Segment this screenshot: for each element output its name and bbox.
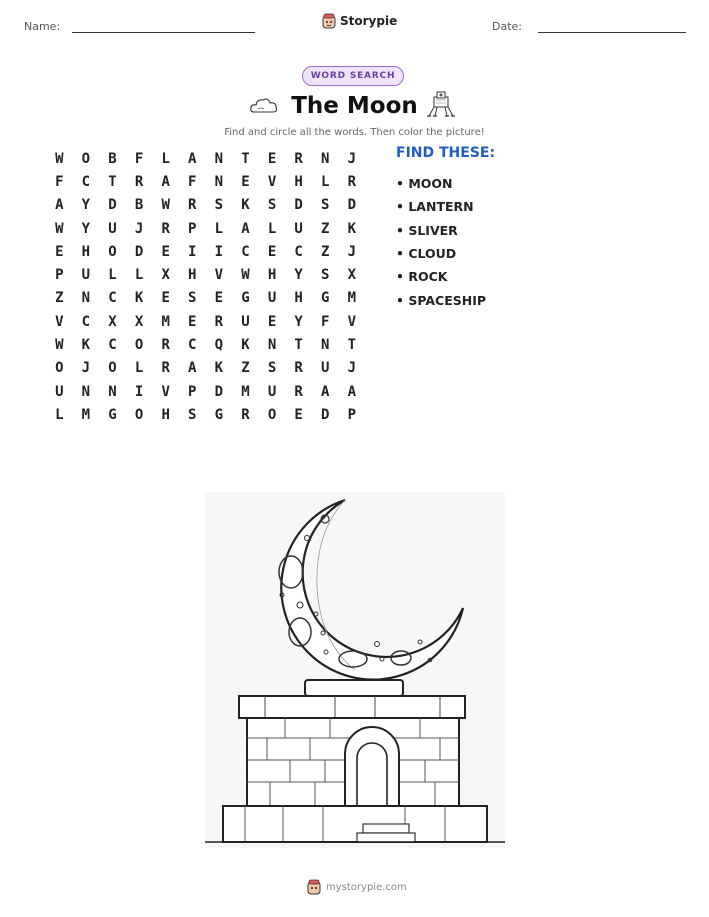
grid-letter: M [347,290,357,307]
grid-letter: U [241,313,250,330]
grid-letter: A [241,220,250,237]
grid-letter: M [241,383,250,400]
grid-letter: S [267,360,277,377]
grid-letter: L [214,220,224,237]
grid-letter: J [134,220,144,237]
grid-letter: G [108,406,117,423]
grid-letter: U [108,220,117,237]
grid-letter: T [241,150,250,167]
grid-letter: D [321,406,330,423]
grid-letter: C [81,313,91,330]
footer [307,879,407,895]
grid-letter: U [267,383,277,400]
grid-letter: F [321,313,330,330]
name-label: Name: [24,20,61,33]
grid-letter: N [108,383,117,400]
date-label: Date: [492,20,522,33]
grid-letter: E [55,243,64,260]
grid-letter: N [81,383,91,400]
grid-letter: J [347,150,357,167]
grid-letter: X [161,267,170,284]
grid-letter: O [134,337,144,354]
grid-letter: A [321,383,330,400]
grid-letter: H [294,290,303,307]
grid-letter: P [55,267,64,284]
grid-letter: N [214,150,224,167]
grid-letter: U [321,360,330,377]
grid-letter: S [321,267,330,284]
grid-letter: J [347,243,357,260]
grid-letter: H [161,406,170,423]
grid-letter: F [134,150,144,167]
grid-letter: G [214,406,224,423]
grid-letter: E [267,313,277,330]
grid-row [46,310,365,333]
grid-letter: V [347,313,357,330]
grid-row [46,287,365,310]
grid-letter: R [134,173,144,190]
grid-letter: O [108,360,117,377]
grid-letter: U [81,267,91,284]
word-search-badge: WORD SEARCH [302,66,404,86]
grid-letter: N [321,150,330,167]
grid-letter: H [188,267,197,284]
grid-letter: I [134,383,144,400]
grid-letter: L [55,406,64,423]
word-list-item: • MOON [396,176,453,192]
grid-letter: D [134,243,144,260]
grid-letter: E [267,243,277,260]
grid-letter: H [81,243,91,260]
grid-letter: O [55,360,64,377]
grid-row [46,170,365,193]
grid-letter: I [188,243,197,260]
word-list-item: • CLOUD [396,246,457,262]
grid-letter: D [108,197,117,214]
grid-row [46,240,365,263]
grid-letter: I [214,243,224,260]
letter-grid [46,147,365,427]
grid-letter: W [55,150,64,167]
grid-letter: V [161,383,170,400]
grid-row [46,357,365,380]
grid-letter: W [55,220,64,237]
grid-letter: R [161,337,170,354]
grid-letter: R [347,173,357,190]
grid-letter: J [81,360,91,377]
grid-letter: S [321,197,330,214]
grid-letter: M [161,313,170,330]
grid-row [46,403,365,426]
grid-letter: S [188,406,197,423]
grid-letter: T [108,173,117,190]
grid-letter: O [108,243,117,260]
grid-letter: F [188,173,197,190]
grid-letter: R [188,197,197,214]
grid-letter: W [241,267,250,284]
grid-letter: Y [294,267,303,284]
brand-logo [322,13,397,29]
grid-letter: G [241,290,250,307]
grid-letter: U [267,290,277,307]
grid-letter: X [108,313,117,330]
grid-letter: K [347,220,357,237]
grid-letter: K [241,197,250,214]
grid-row [46,263,365,286]
grid-letter: V [55,313,64,330]
grid-letter: R [294,150,303,167]
grid-letter: Y [81,220,91,237]
grid-letter: D [214,383,224,400]
grid-letter: E [188,313,197,330]
grid-letter: C [188,337,197,354]
grid-row [46,333,365,356]
grid-letter: C [294,243,303,260]
moon-on-pedestal-illustration [205,492,505,848]
grid-letter: Q [214,337,224,354]
grid-letter: R [241,406,250,423]
word-list-item: • LANTERN [396,199,474,215]
grid-letter: Z [55,290,64,307]
grid-letter: E [241,173,250,190]
grid-letter: A [188,360,197,377]
grid-letter: D [294,197,303,214]
grid-letter: R [161,220,170,237]
grid-letter: R [161,360,170,377]
grid-letter: X [134,313,144,330]
grid-letter: A [161,173,170,190]
grid-letter: F [55,173,64,190]
grid-letter: U [294,220,303,237]
grid-letter: C [81,173,91,190]
grid-letter: C [108,290,117,307]
grid-letter: Z [241,360,250,377]
grid-letter: S [267,197,277,214]
word-list [396,172,486,312]
grid-letter: E [161,290,170,307]
grid-letter: W [161,197,170,214]
grid-row [46,217,365,240]
grid-letter: H [267,267,277,284]
grid-letter: B [134,197,144,214]
grid-letter: M [81,406,91,423]
grid-letter: N [267,337,277,354]
storypie-mascot-icon [307,879,321,895]
grid-letter: O [81,150,91,167]
grid-letter: E [214,290,224,307]
grid-letter: E [294,406,303,423]
grid-letter: L [134,267,144,284]
grid-letter: T [294,337,303,354]
grid-letter: W [55,337,64,354]
grid-letter: K [81,337,91,354]
footer-url: mystorypie.com [326,881,407,893]
grid-letter: R [214,313,224,330]
grid-letter: Y [294,313,303,330]
grid-letter: V [214,267,224,284]
grid-letter: L [267,220,277,237]
grid-row [46,194,365,217]
grid-letter: Y [81,197,91,214]
grid-letter: J [347,360,357,377]
grid-letter: K [241,337,250,354]
grid-letter: A [188,150,197,167]
word-list-item: • ROCK [396,269,448,285]
grid-letter: A [347,383,357,400]
grid-letter: H [294,173,303,190]
grid-letter: V [267,173,277,190]
grid-letter: K [134,290,144,307]
grid-letter: R [294,360,303,377]
grid-letter: Z [321,220,330,237]
grid-row [46,380,365,403]
grid-letter: E [267,150,277,167]
grid-letter: S [214,197,224,214]
grid-letter: L [321,173,330,190]
grid-letter: S [188,290,197,307]
word-list-item: • SLIVER [396,222,458,238]
grid-letter: L [161,150,170,167]
grid-letter: N [81,290,91,307]
grid-letter: O [134,406,144,423]
grid-letter: C [108,337,117,354]
grid-letter: G [321,290,330,307]
grid-letter: P [188,220,197,237]
lunar-lander-icon [427,89,455,119]
name-line [72,32,255,33]
grid-letter: K [214,360,224,377]
grid-letter: R [294,383,303,400]
grid-letter: B [108,150,117,167]
page-title: The Moon [291,93,418,119]
grid-letter: X [347,267,357,284]
grid-letter: U [55,383,64,400]
grid-letter: A [55,197,64,214]
date-line [538,32,686,33]
grid-letter: N [214,173,224,190]
word-list-item: • SPACESHIP [396,292,487,308]
brand-name: Storypie [340,14,398,28]
grid-letter: L [108,267,117,284]
find-these-heading: FIND THESE: [396,145,496,161]
grid-letter: N [321,337,330,354]
grid-letter: E [161,243,170,260]
grid-letter: T [347,337,357,354]
grid-row [46,147,365,170]
grid-letter: L [134,360,144,377]
grid-letter: Z [321,243,330,260]
grid-letter: P [188,383,197,400]
grid-letter: C [241,243,250,260]
grid-letter: P [347,406,357,423]
storypie-mascot-icon [322,13,336,29]
grid-letter: D [347,197,357,214]
instructions: Find and circle all the words. Then color the picture! [224,127,485,138]
grid-letter: O [267,406,277,423]
